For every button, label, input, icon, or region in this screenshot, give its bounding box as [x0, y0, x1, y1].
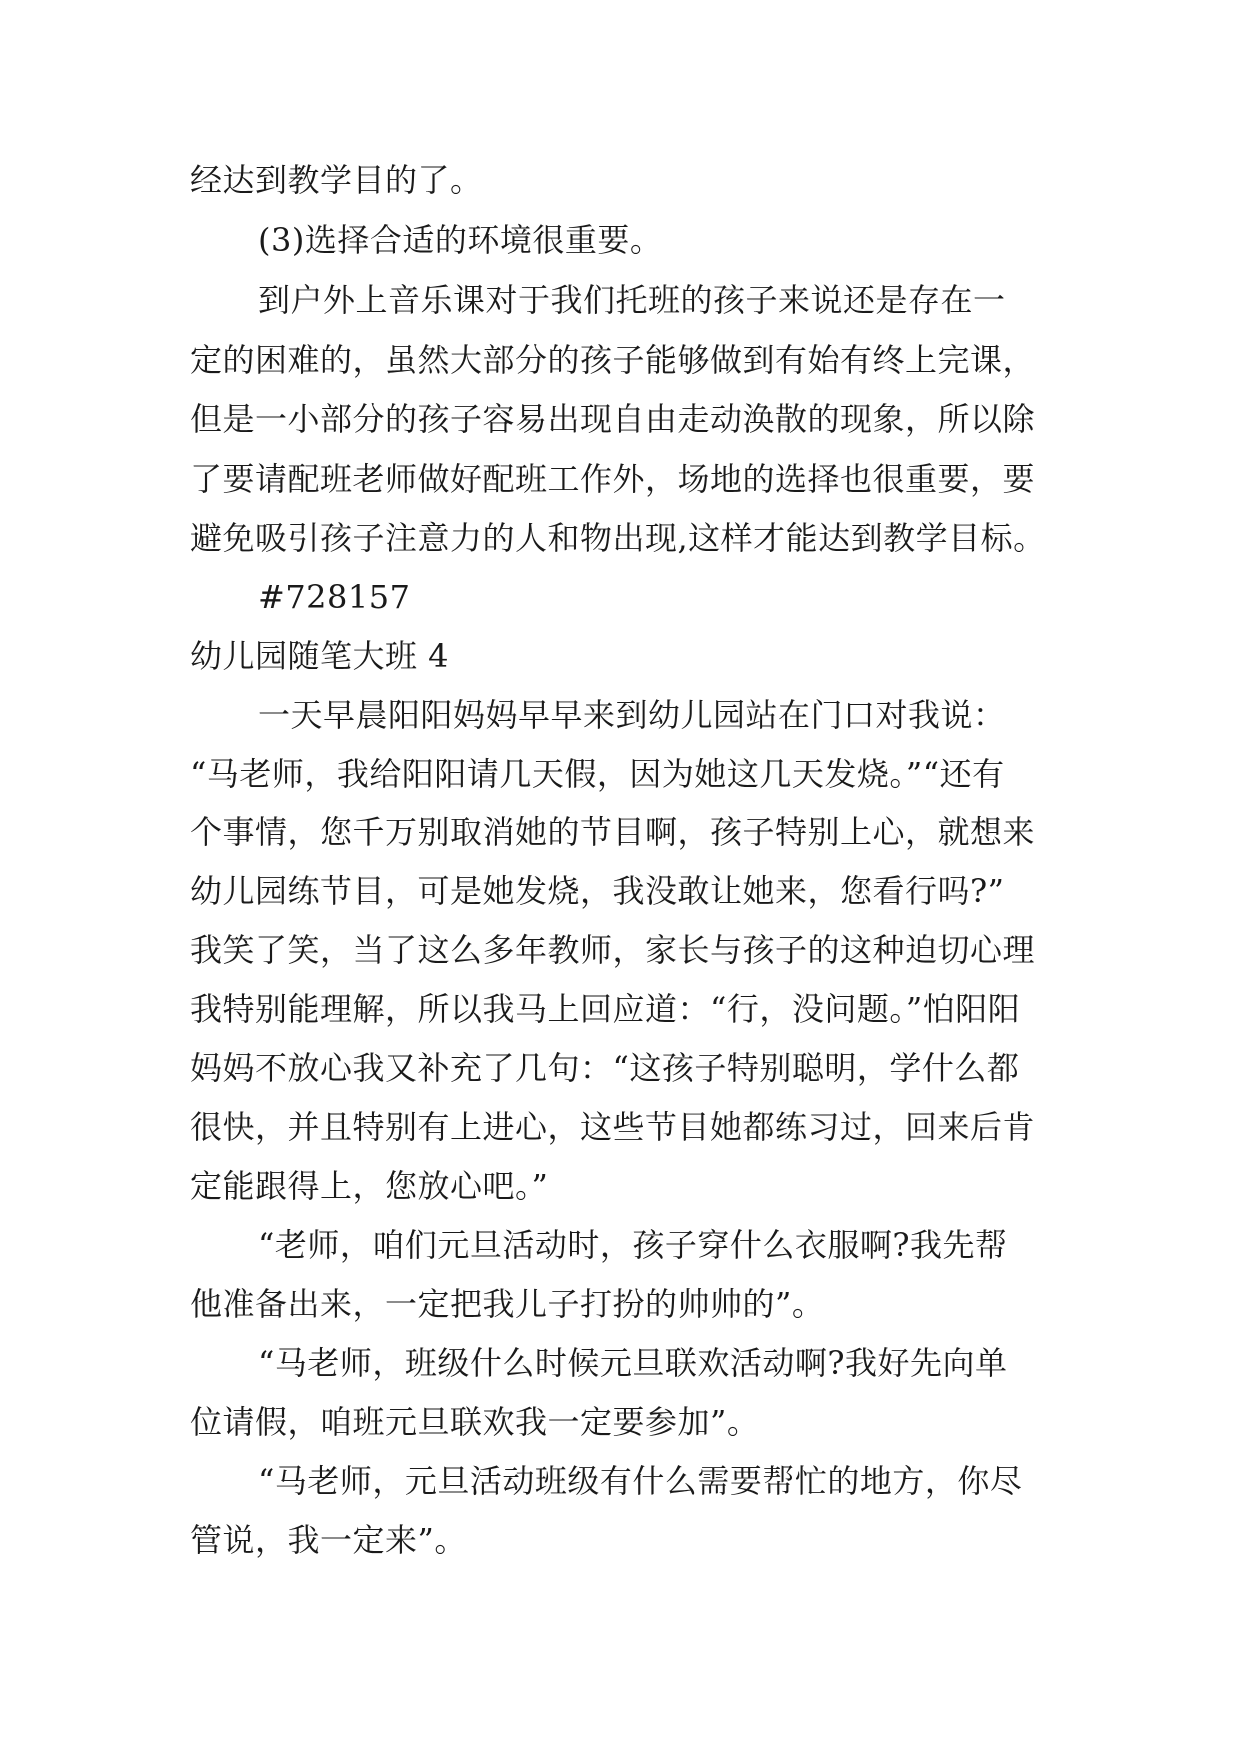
paragraph-start: 到户外上音乐课对于我们托班的孩子来说还是存在一: [258, 281, 1006, 319]
body-text-line: 我笑了笑，当了这么多年教师，家长与孩子的这种迫切心理: [190, 931, 1036, 969]
body-text-line: 他准备出来，一定把我儿子打扮的帅帅的”。: [190, 1285, 825, 1323]
body-text-line: “马老师，我给阳阳请几天假，因为她这几天发烧。”“还有: [190, 755, 1005, 793]
paragraph-start: “马老师，元旦活动班级有什么需要帮忙的地方，你尽: [258, 1462, 1023, 1500]
body-text-line: 幼儿园练节目，可是她发烧，我没敢让她来，您看行吗?”: [190, 872, 1005, 910]
list-item-3: (3)选择合适的环境很重要。: [258, 221, 663, 259]
body-text-line: 妈妈不放心我又补充了几句：“这孩子特别聪明，学什么都: [190, 1049, 1020, 1087]
body-text-line: 管说，我一定来”。: [190, 1521, 467, 1559]
paragraph-start: 一天早晨阳阳妈妈早早来到幼儿园站在门口对我说：: [258, 696, 1006, 734]
section-heading: 幼儿园随笔大班 4: [190, 637, 450, 675]
body-text-line: 避免吸引孩子注意力的人和物出现,这样才能达到教学目标。: [190, 519, 1046, 557]
body-text-line: 很快，并且特别有上进心，这些节目她都练习过，回来后肯: [190, 1108, 1036, 1146]
body-text-line: 定能跟得上，您放心吧。”: [190, 1167, 549, 1205]
body-text-line: 经达到教学目的了。: [190, 161, 483, 199]
paragraph-start: “马老师，班级什么时候元旦联欢活动啊?我好先向单: [258, 1344, 1008, 1382]
paragraph-start: “老师，咱们元旦活动时，孩子穿什么衣服啊?我先帮: [258, 1226, 1008, 1264]
body-text-line: 个事情，您千万别取消她的节目啊，孩子特别上心，就想来: [190, 813, 1036, 851]
body-text-line: 但是一小部分的孩子容易出现自由走动涣散的现象，所以除: [190, 400, 1036, 438]
body-text-line: 位请假，咱班元旦联欢我一定要参加”。: [190, 1403, 760, 1441]
body-text-line: 了要请配班老师做好配班工作外，场地的选择也很重要，要: [190, 460, 1036, 498]
body-text-line: 定的困难的，虽然大部分的孩子能够做到有始有终上完课，: [190, 341, 1036, 379]
body-text-line: 我特别能理解，所以我马上回应道：“行，没问题。”怕阳阳: [190, 990, 1021, 1028]
reference-code: #728157: [258, 578, 411, 616]
